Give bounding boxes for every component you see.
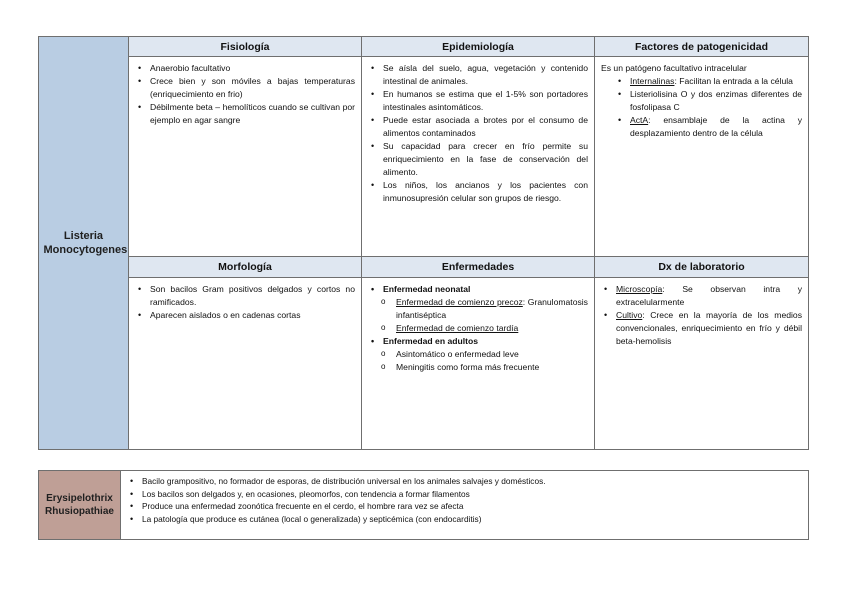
cell-enfermedades <box>361 277 595 450</box>
cell-erysipelothrix <box>120 470 809 540</box>
header-factores: Factores de patogenicidad <box>594 36 809 57</box>
list-item: • En humanos se estima que el 1-5% son portadores intestinales asintomáticos. <box>368 88 588 114</box>
header-epidemiologia: Epidemiología <box>361 36 595 57</box>
list-subitem: o Meningitis como forma más frecuente <box>378 361 588 374</box>
list-item: • Listeriolisina O y dos enzimas diferentes de fosfolipasa C <box>615 88 802 114</box>
cell-morfologia <box>128 277 362 450</box>
list-item: • Crece bien y son móviles a bajas temperaturas (enriquecimiento en frio) <box>135 75 355 101</box>
list-subitem: o Enfermedad de comienzo tardía <box>378 322 588 335</box>
list-item: • ActA: ensamblaje de la actina y desplazamiento dentro de la célula <box>615 114 802 140</box>
header-laboratorio: Dx de laboratorio <box>594 256 809 278</box>
list-item-neonatal: • Enfermedad neonatal <box>368 283 588 296</box>
list-item: • Su capacidad para crecer en frío permite su enriquecimiento en la fase de conservación del alimento. <box>368 140 588 179</box>
header-enfermedades: Enfermedades <box>361 256 595 278</box>
cell-laboratorio <box>594 277 809 450</box>
list-item: • Microscopía: Se observan intra y extracelularmente <box>601 283 802 309</box>
list-factores <box>615 75 802 140</box>
list-item: • Los bacilos son delgados y, en ocasiones, pleomorfos, con tendencia a formar filamentos <box>127 488 802 501</box>
list-laboratorio <box>601 283 802 348</box>
list-item: • Anaerobio facultativo <box>135 62 355 75</box>
cell-epidemiologia <box>361 56 595 257</box>
list-item: • Débilmente beta – hemolíticos cuando se cultivan por ejemplo en agar sangre <box>135 101 355 127</box>
cell-factores <box>594 56 809 257</box>
list-item: • Bacilo grampositivo, no formador de esporas, de distribución universal en los animales salvajes y domésticos. <box>127 475 802 488</box>
list-item-adultos: • Enfermedad en adultos <box>368 335 588 348</box>
header-morfologia: Morfología <box>128 256 362 278</box>
list-item: • Se aísla del suelo, agua, vegetación y contenido intestinal de animales. <box>368 62 588 88</box>
organism-name-listeria: Listeria Monocytogenes <box>43 230 128 256</box>
list-subitem: o Asintomático o enfermedad leve <box>378 348 588 361</box>
list-item: • Puede estar asociada a brotes por el consumo de alimentos contaminados <box>368 114 588 140</box>
list-morfologia <box>135 283 355 322</box>
list-item: • Aparecen aislados o en cadenas cortas <box>135 309 355 322</box>
list-item: • Los niños, los ancianos y los pacientes con inmunosupresión celular son grupos de riesgo. <box>368 179 588 205</box>
list-epidemiologia <box>368 62 588 205</box>
header-fisiologia: Fisiología <box>128 36 362 57</box>
organism-name-erysipelothrix: Erysipelothrix Rhusiopathiae <box>45 493 114 517</box>
list-item: • Internalinas: Facilitan la entrada a la célula <box>615 75 802 88</box>
list-erysipelothrix <box>127 475 802 525</box>
list-item: • Produce una enfermedad zoonótica frecuente en el cerdo, el hombre rara vez se afecta <box>127 500 802 513</box>
organism-cell-erysipelothrix <box>38 470 121 540</box>
list-fisiologia <box>135 62 355 127</box>
list-item: • Son bacilos Gram positivos delgados y cortos no ramificados. <box>135 283 355 309</box>
list-item: • La patología que produce es cutánea (local o generalizada) y septicémica (con endocarditis) <box>127 513 802 526</box>
factores-intro: Es un patógeno facultativo intracelular <box>601 63 747 73</box>
organism-cell-listeria <box>38 36 129 450</box>
list-enfermedades <box>368 283 588 374</box>
list-item: • Cultivo: Crece en la mayoría de los medios convencionales, enriquecimiento en frío y débil beta-hemolisis <box>601 309 802 348</box>
list-subitem: o Enfermedad de comienzo precoz: Granulomatosis infantiséptica <box>378 296 588 322</box>
cell-fisiologia <box>128 56 362 257</box>
